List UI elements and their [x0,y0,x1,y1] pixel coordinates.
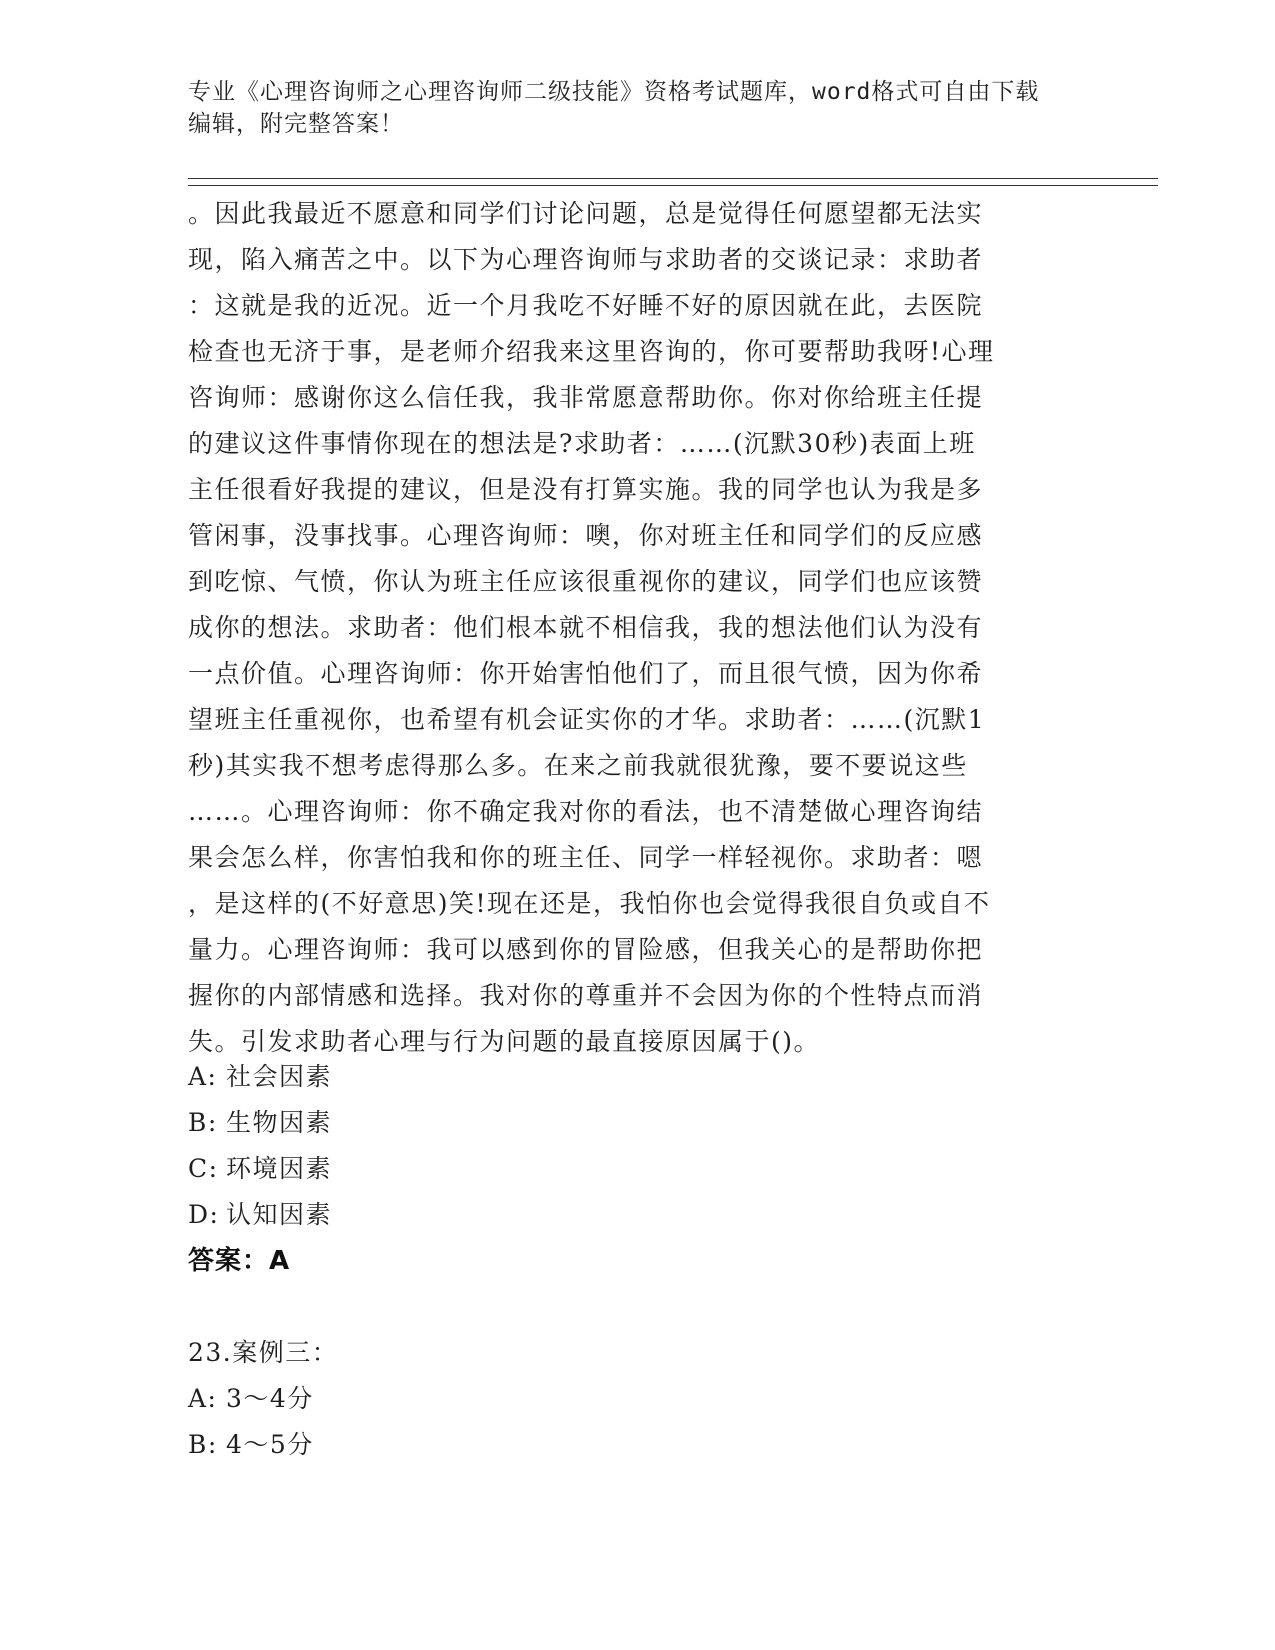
passage-line: 的建议这件事情你现在的想法是?求助者：……(沉默30秒)表面上班 [188,429,976,458]
option-text: 4～5分 [226,1430,314,1459]
passage-line: 现，陷入痛苦之中。以下为心理咨询师与求助者的交谈记录：求助者 [188,245,984,274]
option-a [188,1054,1088,1100]
question-22-options [188,1054,1088,1238]
document-header [188,76,1088,140]
option-key: B: [188,1430,218,1459]
option-c [188,1146,1088,1192]
passage-line: 成你的想法。求助者：他们根本就不相信我，我的想法他们认为没有 [188,613,984,642]
passage-line: ：这就是我的近况。近一个月我吃不好睡不好的原因就在此，去医院 [188,291,984,320]
option-d [188,1192,1088,1238]
option-text: 环境因素 [226,1154,333,1183]
option-key: B: [188,1108,218,1137]
passage-line: 量力。心理咨询师：我可以感到你的冒险感，但我关心的是帮助你把 [188,935,984,964]
option-text: 认知因素 [226,1200,333,1229]
question-23-title: 23.案例三： [188,1338,339,1367]
option-key: C: [188,1154,219,1183]
header-line-2: 编辑，附完整答案！ [188,111,404,137]
passage-line: 管闲事，没事找事。心理咨询师：噢，你对班主任和同学们的反应感 [188,521,984,550]
header-rule-top [188,178,1158,179]
passage-line: 到吃惊、气愤，你认为班主任应该很重视你的建议，同学们也应该赞 [188,567,984,596]
passage-line: 秒)其实我不想考虑得那么多。在来之前我就很犹豫，要不要说这些 [188,751,968,780]
question-22-passage [188,191,1088,1065]
option-b [188,1422,1088,1468]
option-key: A: [188,1384,218,1413]
question-22-answer: 答案：A [188,1246,291,1276]
passage-line: 果会怎么样，你害怕我和你的班主任、同学一样轻视你。求助者：嗯 [188,843,984,872]
passage-line: 望班主任重视你，也希望有机会证实你的才华。求助者：……(沉默1 [188,705,986,734]
passage-line: ……。心理咨询师：你不确定我对你的看法，也不清楚做心理咨询结 [188,797,984,826]
question-23 [188,1330,1088,1468]
option-b [188,1100,1088,1146]
passage-line: 握你的内部情感和选择。我对你的尊重并不会因为你的个性特点而消 [188,981,984,1010]
option-text: 生物因素 [226,1108,333,1137]
passage-line: 咨询师：感谢你这么信任我，我非常愿意帮助你。你对你给班主任提 [188,383,984,412]
option-key: D: [188,1200,220,1229]
option-a [188,1376,1088,1422]
option-text: 社会因素 [226,1062,333,1091]
option-key: A: [188,1062,218,1091]
passage-line: 失。引发求助者心理与行为问题的最直接原因属于()。 [188,1027,821,1056]
option-text: 3～4分 [226,1384,314,1413]
header-rule-bottom [188,185,1158,186]
passage-line: 主任很看好我提的建议，但是没有打算实施。我的同学也认为我是多 [188,475,984,504]
passage-line: 。因此我最近不愿意和同学们讨论问题，总是觉得任何愿望都无法实 [188,199,984,228]
passage-line: ，是这样的(不好意思)笑!现在还是，我怕你也会觉得我很自负或自不 [188,889,991,918]
passage-line: 检查也无济于事，是老师介绍我来这里咨询的，你可要帮助我呀!心理 [188,337,995,366]
passage-line: 一点价值。心理咨询师：你开始害怕他们了，而且很气愤，因为你希 [188,659,984,688]
header-line-1: 专业《心理咨询师之心理咨询师二级技能》资格考试题库，word格式可自由下载 [188,79,1040,105]
